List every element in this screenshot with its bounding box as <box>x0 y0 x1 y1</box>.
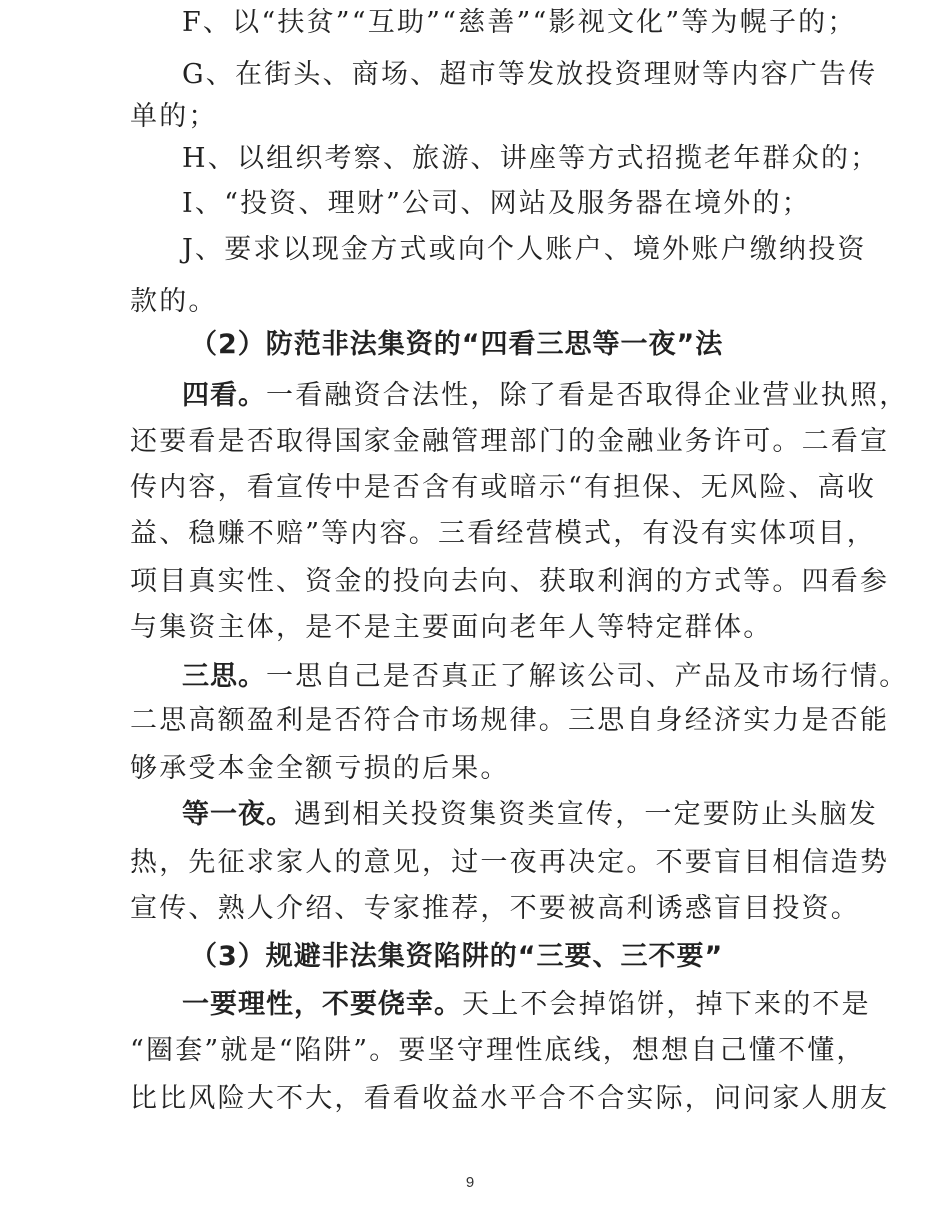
keyword-four-looks: 四看。 <box>182 380 266 411</box>
paragraph-text: 遇到相关投资集资类宣传，一定要防止头脑发 <box>294 799 878 830</box>
paragraph-line: 热，先征求家人的意见，过一夜再决定。不要盲目相信造势 <box>130 847 890 878</box>
paragraph-line: 二思高额盈利是否符合市场规律。三思自身经济实力是否能 <box>130 705 890 736</box>
paragraph-line: 益、稳赚不赔”等内容。三看经营模式，有没有实体项目， <box>130 518 877 549</box>
paragraph-text: 一看融资合法性，除了看是否取得企业营业执照， <box>266 380 909 411</box>
section-3-heading: （3）规避非法集资陷阱的“三要、三不要” <box>190 941 724 972</box>
list-item-j: J、要求以现金方式或向个人账户、境外账户缴纳投资 <box>182 234 867 265</box>
keyword-wait-night: 等一夜。 <box>182 799 294 830</box>
list-item-g: G、在街头、商场、超市等发放投资理财等内容广告传 <box>182 59 878 90</box>
list-item-j-continued: 款的。 <box>130 286 218 317</box>
list-item-f: F、以“扶贫”“互助”“慈善”“影视文化”等为幌子的； <box>182 7 857 38</box>
paragraph-line: 传内容，看宣传中是否含有或暗示“有担保、无风险、高收 <box>130 472 877 503</box>
paragraph-four-looks-line <box>182 378 909 414</box>
section-2-heading: （2）防范非法集资的“四看三思等一夜”法 <box>190 329 724 360</box>
paragraph-text: 天上不会掉馅饼，掉下来的不是 <box>462 989 871 1020</box>
paragraph-line: “圈套”就是“陷阱”。要坚守理性底线，想想自己懂不懂， <box>130 1035 866 1066</box>
paragraph-rule-1-line <box>182 987 871 1023</box>
paragraph-line: 宣传、熟人介绍、专家推荐，不要被高利诱惑盲目投资。 <box>130 893 860 924</box>
keyword-rule-1: 一要理性，不要侥幸。 <box>182 989 462 1020</box>
paragraph-line: 够承受本金全额亏损的后果。 <box>130 753 510 784</box>
paragraph-line: 比比风险大不大，看看收益水平合不合实际，问问家人朋友 <box>130 1083 890 1114</box>
list-item-h: H、以组织考察、旅游、讲座等方式招揽老年群众的； <box>182 143 880 174</box>
paragraph-line: 项目真实性、资金的投向去向、获取利润的方式等。四看参 <box>130 566 890 597</box>
list-item-g-continued: 单的； <box>130 101 218 132</box>
keyword-three-thoughts: 三思。 <box>182 661 266 692</box>
page-number: 9 <box>465 1174 475 1191</box>
paragraph-wait-night-line <box>182 797 878 833</box>
paragraph-three-thoughts-line <box>182 659 909 695</box>
paragraph-line: 与集资主体，是不是主要面向老年人等特定群体。 <box>130 612 773 643</box>
list-item-i: I、“投资、理财”公司、网站及服务器在境外的； <box>182 188 811 219</box>
paragraph-text: 一思自己是否真正了解该公司、产品及市场行情。 <box>266 661 909 692</box>
paragraph-line: 还要看是否取得国家金融管理部门的金融业务许可。二看宣 <box>130 426 890 457</box>
